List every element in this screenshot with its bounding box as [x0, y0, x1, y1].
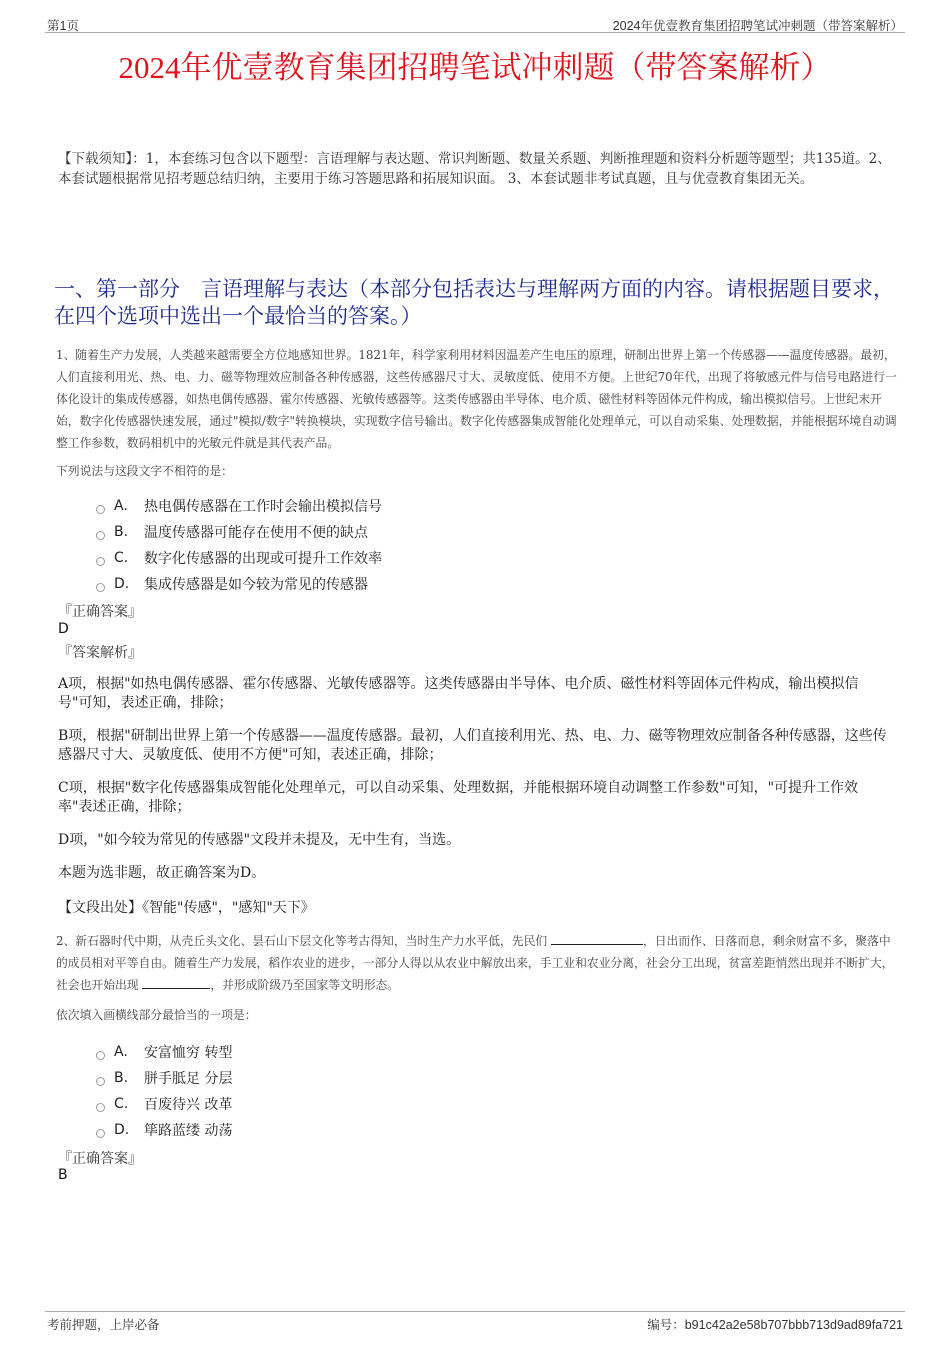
blank-2 — [142, 976, 210, 989]
option-text: 安富恤穷 转型 — [144, 1045, 233, 1061]
running-title: 2024年优壹教育集团招聘笔试冲刺题（带答案解析） — [612, 19, 903, 33]
radio-button-icon[interactable] — [96, 1129, 105, 1138]
question-2-passage: 2、新石器时代中期，从壳丘头文化、昙石山下层文化等考古得知，当时生产力水平低，先民们 ，日出而作、日落而息，剩余财富不多，聚落中的成员相对平等自由。随着生产力发展，稻作农业的进步，一部分人得以从农业中解放出来，手工业和农业分离，社会分工出现，贫富差距悄然出现并不断扩大，社会也开始出现 ，并形成阶级乃至国家等文明形态。 — [56, 934, 894, 992]
option-letter: C. — [114, 1096, 129, 1112]
option-b[interactable] — [96, 519, 382, 545]
question-1-options — [96, 493, 382, 597]
correct-answer: B — [58, 1167, 68, 1183]
option-text: 数字化传感器的出现或可提升工作效率 — [144, 551, 382, 567]
option-b[interactable] — [96, 1065, 232, 1091]
analysis-b: B项，根据"研制出世界上第一个传感器——温度传感器。最初，人们直接利用光、热、电、力、磁等物理效应制备各种传感器，这些传感器尺寸大、灵敏度低、使用不方便"可知，表述正确，排除； — [58, 728, 887, 763]
option-letter: D. — [114, 576, 130, 592]
option-d[interactable] — [96, 1117, 232, 1143]
question-1-prompt: 下列说法与这段文字不相符的是： — [56, 464, 233, 478]
option-a[interactable] — [96, 1039, 232, 1065]
question-1-passage: 1、随着生产力发展，人类越来越需要全方位地感知世界。1821年，科学家利用材料因温差产生电压的原理，研制出世界上第一个传感器——温度传感器。最初，人们直接利用光、热、电、力、磁等物理效应制备各种传感器，这些传感器尺寸大、灵敏度低、使用不方便。上世纪70年代，出现了将敏感元件与信号电路进行一体化设计的集成传感器，如热电偶传感器、霍尔传感器、光敏传感器等。这类传感器由半导体、电介质、磁性材料等固体元件构成，输出模拟信号。上世纪末开始，数字化传感器快速发展，通过"模拟/数字"转换模块，实现数字信号输出。数字化传感器集成智能化处理单元，可以自动采集、处理数据，并能根据环境自动调整工作参数，数码相机中的光敏元件就是其代表产品。 — [56, 348, 897, 450]
option-text: 温度传感器可能存在使用不便的缺点 — [144, 525, 368, 541]
option-letter: B. — [114, 524, 129, 540]
option-text: 集成传感器是如今较为常见的传感器 — [144, 577, 368, 593]
option-text: 胼手胝足 分层 — [144, 1071, 233, 1087]
analysis-label: 『答案解析』 — [58, 645, 142, 661]
option-letter: B. — [114, 1070, 129, 1086]
analysis-a: A项，根据"如热电偶传感器、霍尔传感器、光敏传感器等。这类传感器由半导体、电介质、磁性材料等固体元件构成，输出模拟信号"可知，表述正确，排除； — [58, 676, 859, 711]
analysis-d: D项，"如今较为常见的传感器"文段并未提及，无中生有，当选。 — [58, 832, 461, 848]
option-c[interactable] — [96, 545, 382, 571]
passage-source: 【文段出处】《智能"传感"，"感知"天下》 — [58, 900, 315, 916]
option-text: 筚路蓝缕 动荡 — [144, 1123, 233, 1139]
page-footer — [45, 1311, 905, 1332]
radio-button-icon[interactable] — [96, 505, 105, 514]
radio-button-icon[interactable] — [96, 583, 105, 592]
section-heading: 一、第一部分 言语理解与表达（本部分包括表达与理解两方面的内容。请根据题目要求，在四个选项中选出一个最恰当的答案。） — [54, 277, 894, 328]
option-letter: C. — [114, 550, 129, 566]
correct-answer-label: 『正确答案』 — [58, 1151, 142, 1167]
document-serial: 编号：b91c42a2e58b707bbb713d9ad89fa721 — [647, 1318, 903, 1332]
page-number: 第1页 — [47, 19, 79, 33]
option-d[interactable] — [96, 571, 382, 597]
option-letter: D. — [114, 1122, 130, 1138]
document-title: 2024年优壹教育集团招聘笔试冲刺题（带答案解析） — [118, 50, 832, 85]
analysis-conclusion: 本题为选非题，故正确答案为D。 — [58, 865, 266, 881]
page-header — [45, 14, 905, 33]
blank-1 — [551, 932, 643, 945]
radio-button-icon[interactable] — [96, 1051, 105, 1060]
footer-slogan: 考前押题，上岸必备 — [47, 1318, 160, 1332]
option-text: 热电偶传感器在工作时会输出模拟信号 — [144, 499, 382, 515]
radio-button-icon[interactable] — [96, 557, 105, 566]
correct-answer-label: 『正确答案』 — [58, 604, 142, 620]
radio-button-icon[interactable] — [96, 1077, 105, 1086]
analysis-c: C项，根据"数字化传感器集成智能化处理单元，可以自动采集、处理数据，并能根据环境自动调整工作参数"可知，"可提升工作效率"表述正确，排除； — [58, 780, 859, 815]
option-c[interactable] — [96, 1091, 232, 1117]
option-letter: A. — [114, 498, 128, 514]
correct-answer: D — [58, 621, 69, 637]
question-2-prompt: 依次填入画横线部分最恰当的一项是： — [56, 1008, 257, 1022]
option-a[interactable] — [96, 493, 382, 519]
option-text: 百废待兴 改革 — [144, 1097, 233, 1113]
option-letter: A. — [114, 1044, 128, 1060]
radio-button-icon[interactable] — [96, 531, 105, 540]
radio-button-icon[interactable] — [96, 1103, 105, 1112]
download-notice: 【下载须知】：1，本套练习包含以下题型：言语理解与表达题、常识判断题、数量关系题、判断推理题和资料分析题等题型；共135道。2、本套试题根据常见招考题总结归纳，主要用于练习答题思路和拓展知识面。 3、本套试题非考试真题，且与优壹教育集团无关。 — [58, 151, 891, 187]
question-2-options — [96, 1039, 232, 1143]
